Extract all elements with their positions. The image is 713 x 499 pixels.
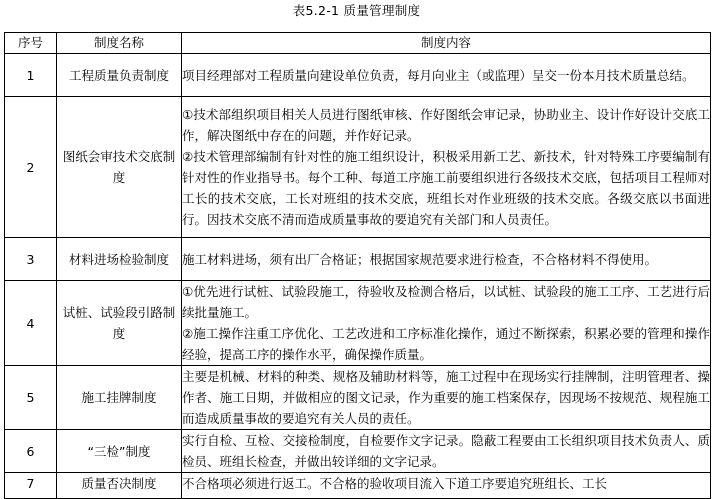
rule-content-paragraph: ①优先进行试桩、试验段施工，待验收及检测合格后，以试桩、试验段的施工工序、工艺进行后续批量施工。 bbox=[182, 284, 710, 320]
table-row bbox=[5, 238, 711, 281]
row-number: 5 bbox=[5, 366, 57, 430]
table-row bbox=[5, 366, 711, 430]
rule-content-paragraph: 施工材料进场，须有出厂合格证；根据国家规范要求进行检查，不合格材料不得使用。 bbox=[182, 251, 658, 267]
row-number: 6 bbox=[5, 430, 57, 473]
table-header-row bbox=[5, 33, 711, 54]
table-caption: 表5.2-1 质量管理制度 bbox=[292, 3, 421, 18]
rule-name: 图纸会审技术交底制度 bbox=[57, 97, 182, 238]
row-number: 1 bbox=[5, 54, 57, 97]
rule-content-paragraph: 实行自检、互检、交接检制度，自检要作文字记录。隐蔽工程要由工长组织项目技术负责人、质检员、班组长检查，并做出较详细的文字记录。 bbox=[182, 433, 710, 469]
header-name: 制度名称 bbox=[57, 33, 182, 54]
row-number: 4 bbox=[5, 281, 57, 366]
rule-name: 材料进场检验制度 bbox=[57, 238, 182, 281]
rule-content bbox=[182, 281, 711, 366]
table-row bbox=[5, 473, 711, 499]
rule-content bbox=[182, 366, 711, 430]
table-row bbox=[5, 54, 711, 97]
rule-name: 试桩、试验段引路制度 bbox=[57, 281, 182, 366]
rule-content bbox=[182, 238, 711, 281]
row-number: 3 bbox=[5, 238, 57, 281]
rule-content bbox=[182, 473, 711, 499]
table-row bbox=[5, 281, 711, 366]
rule-content bbox=[182, 430, 711, 473]
row-number: 2 bbox=[5, 97, 57, 238]
rule-content-paragraph: ①技术部组织项目相关人员进行图纸审核、作好图纸会审记录，协助业主、设计作好设计交底工作，解决图纸中存在的问题，并作好记录。 bbox=[182, 107, 710, 143]
quality-management-table bbox=[4, 32, 711, 499]
rule-content bbox=[182, 54, 711, 97]
rule-content-paragraph: ②技术管理部编制有针对性的施工组织设计，积极采用新工艺、新技术，针对特殊工序要编制有针对性的作业指导书。每个工种、每道工序施工前要组织进行各级技术交底，包括项目工程师对工长的技术交底，工长对班组的技术交底，班组长对作业班级的技术交底。各级交底以书面进行。因技术交底不清而造成质量事故的要追究有关部门和人员责任。 bbox=[182, 149, 710, 227]
table-row bbox=[5, 430, 711, 473]
header-no: 序号 bbox=[5, 33, 57, 54]
rule-content bbox=[182, 97, 711, 238]
rule-content-paragraph: 主要是机械、材料的种类、规格及辅助材料等，施工过程中在现场实行挂牌制，注明管理者、操作者、施工日期，并做相应的图文记录，作为重要的施工档案保存，因现场不按规范、规程施工而造成质量事故的要追究有关人员的责任。 bbox=[182, 369, 710, 426]
rule-content-paragraph: 项目经理部对工程质量向建设单位负责，每月向业主（或监理）呈交一份本月技术质量总结。 bbox=[182, 67, 695, 83]
table-row bbox=[5, 97, 711, 238]
rule-name: “三检”制度 bbox=[57, 430, 182, 473]
row-number: 7 bbox=[5, 473, 57, 499]
rule-content-paragraph: ②施工操作注重工序优化、工艺改进和工序标准化操作，通过不断探索，积累必要的管理和操作经验，提高工序的操作水平，确保操作质量。 bbox=[182, 326, 710, 362]
header-content: 制度内容 bbox=[182, 33, 711, 54]
rule-name: 质量否决制度 bbox=[57, 473, 182, 499]
rule-name: 工程质量负责制度 bbox=[57, 54, 182, 97]
rule-content-paragraph: 不合格项必须进行返工。不合格的验收项目流入下道工序要追究班组长、工长 bbox=[182, 476, 608, 491]
rule-name: 施工挂牌制度 bbox=[57, 366, 182, 430]
